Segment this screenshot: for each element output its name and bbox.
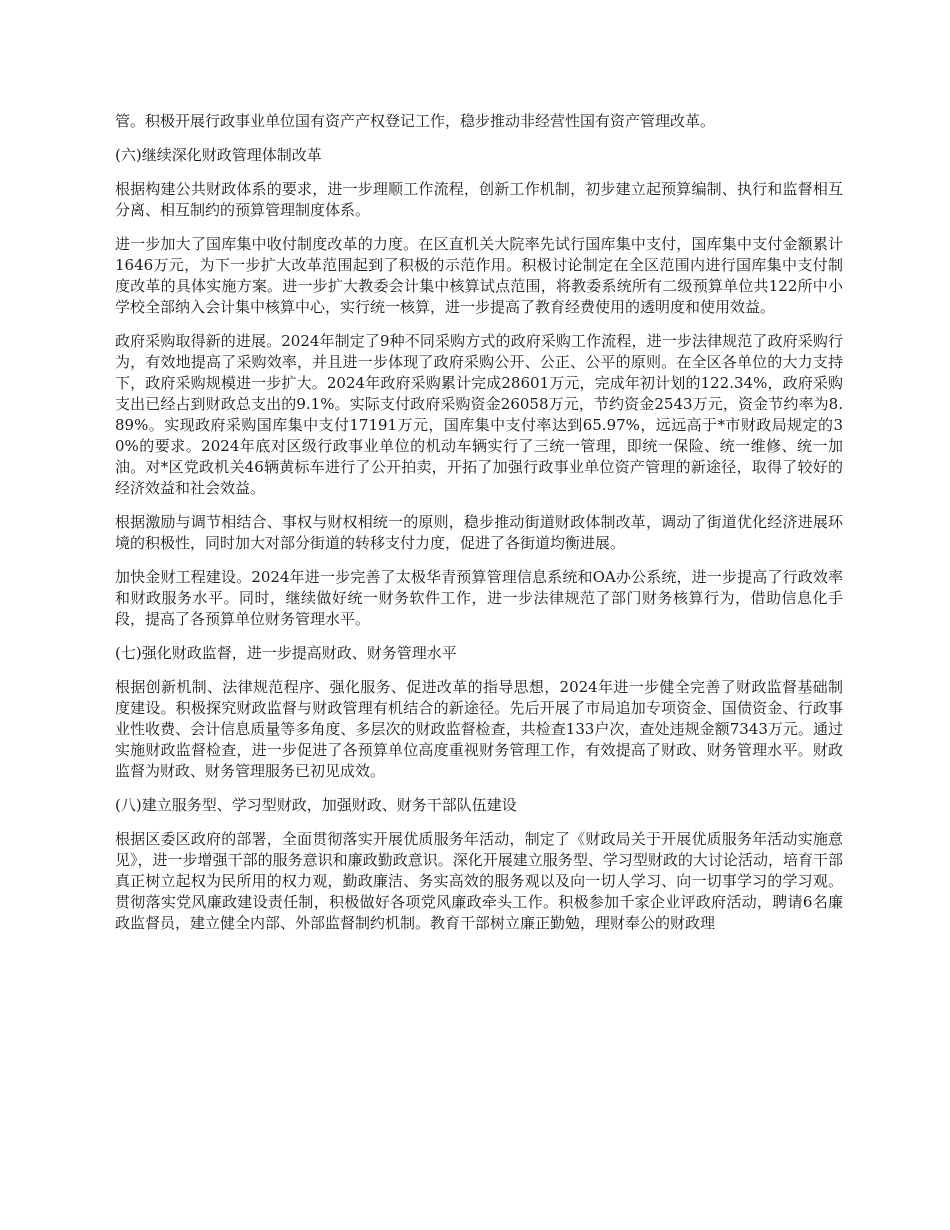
document-page: [115, 111, 843, 947]
paragraph-service-learning: 根据区委区政府的部署，全面贯彻落实开展优质服务年活动，制定了《财政局关于开展优质服务年活动实施意见》，进一步增强干部的服务意识和廉政勤政意识。深化开展建立服务型、学习型财政的大讨论活动，培育干部真正树立起权为民所用的权力观，勤政廉洁、务实高效的服务观以及向一切人学习、向一切事学习的学习观。贯彻落实党风廉政建设责任制，积极做好各项党风廉政牵头工作。积极参加千家企业评政府活动，聘请6名廉政监督员，建立健全内部、外部监督制约机制。教育干部树立廉正勤勉，理财奉公的财政理: [115, 830, 843, 932]
paragraph-golden-finance: 加快金财工程建设。2024年进一步完善了太极华青预算管理信息系统和OA办公系统，进一步提高了行政效率和财政服务水平。同时，继续做好统一财务软件工作，进一步法律规范了部门财务核算行为，借助信息化手段，提高了各预算单位财务管理水平。: [115, 568, 843, 628]
paragraph-treasury-payment: 进一步加大了国库集中收付制度改革的力度。在区直机关大院率先试行国库集中支付，国库集中支付金额累计1646万元，为下一步扩大改革范围起到了积极的示范作用。积极讨论制定在全区范围内进行国库集中支付制度改革的具体实施方案。进一步扩大教委会计集中核算试点范围，将教委系统所有二级预算单位共122所中小学校全部纳入会计集中核算中心，实行统一核算，进一步提高了教育经费使用的透明度和使用效益。: [115, 235, 843, 316]
section-heading-7: (七)强化财政监督，进一步提高财政、财务管理水平: [115, 644, 457, 662]
paragraph-government-procurement: 政府采购取得新的进展。2024年制定了9种不同采购方式的政府采购工作流程，进一步法律规范了政府采购行为，有效地提高了采购效率，并且进一步体现了政府采购公开、公正、公平的原则。在全区各单位的大力支持下，政府采购规模进一步扩大。2024年政府采购累计完成28601万元，完成年初计划的122.34%，政府采购支出已经占到财政总支出的9.1%。实际支付政府采购资金26058万元，节约资金2543万元，资金节约率为8.89%。实现政府采购国库集中支付17191万元，国库集中支付率达到65.97%，远远高于*市财政局规定的30%的要求。2024年底对区级行政事业单位的机动车辆实行了三统一管理，即统一保险、统一维修、统一加油。对*区党政机关46辆黄标车进行了公开拍卖，开拓了加强行政事业单位资产管理的新途径，取得了较好的经济效益和社会效益。: [115, 332, 843, 497]
paragraph-street-finance: 根据激励与调节相结合、事权与财权相统一的原则，稳步推动街道财政体制改革，调动了街道优化经济进展环境的积极性，同时加大对部分街道的转移支付力度，促进了各街道均衡进展。: [115, 513, 843, 552]
section-heading-8: (八)建立服务型、学习型财政，加强财政、财务干部队伍建设: [115, 796, 517, 814]
paragraph-budget-system: 根据构建公共财政体系的要求，进一步理顺工作流程，创新工作机制，初步建立起预算编制、执行和监督相互分离、相互制约的预算管理制度体系。: [115, 180, 843, 219]
section-heading-6: (六)继续深化财政管理体制改革: [115, 146, 322, 164]
paragraph-asset-reform: 管。积极开展行政事业单位国有资产产权登记工作，稳步推动非经营性国有资产管理改革。: [115, 112, 716, 130]
paragraph-financial-supervision: 根据创新机制、法律规范程序、强化服务、促进改革的指导思想，2024年进一步健全完善了财政监督基础制度建设。积极探究财政监督与财政管理有机结合的新途径。先后开展了市局追加专项资金、国债资金、行政事业性收费、会计信息质量等多角度、多层次的财政监督检查，共检查133户次，查处违规金额7343万元。通过实施财政监督检查，进一步促进了各预算单位高度重视财务管理工作，有效提高了财政、财务管理水平。财政监督为财政、财务管理服务已初见成效。: [115, 678, 843, 780]
